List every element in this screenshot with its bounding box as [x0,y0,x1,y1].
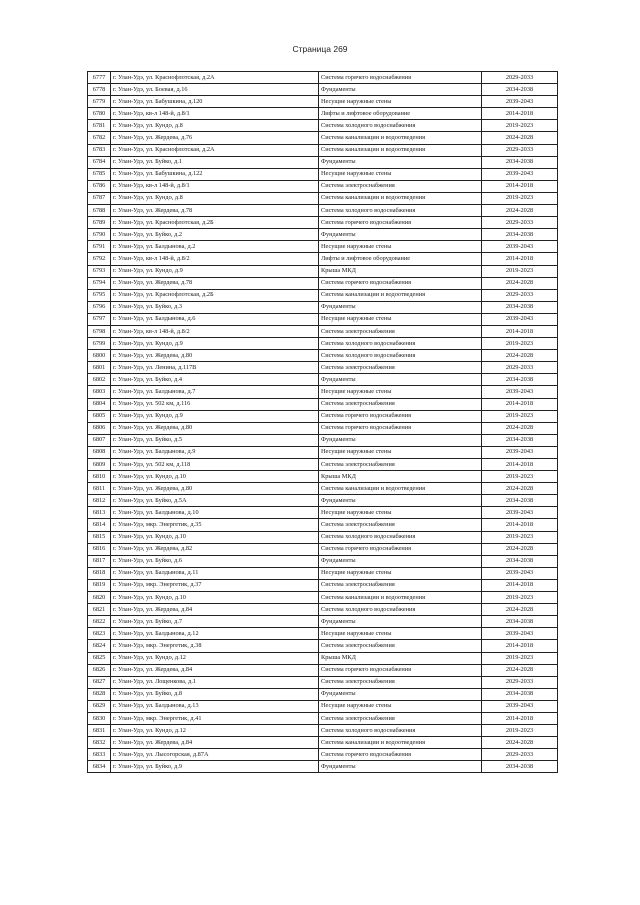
row-system: Система электроснабжения [319,180,482,192]
row-address: г. Улан-Удэ, ул. Балдынова, д.13 [111,700,319,712]
row-system: Система электроснабжения [319,640,482,652]
row-period: 2014-2018 [482,459,558,471]
row-period: 2029-2033 [482,289,558,301]
row-address: г. Улан-Удэ, ул. Кундо, д.10 [111,531,319,543]
table-row [88,313,558,325]
row-number: 6789 [88,217,111,229]
table-row [88,156,558,168]
table-row [88,471,558,483]
row-period: 2029-2033 [482,749,558,761]
row-number: 6798 [88,325,111,337]
row-number: 6815 [88,531,111,543]
row-period: 2024-2028 [482,604,558,616]
row-system: Система электроснабжения [319,325,482,337]
row-number: 6834 [88,761,111,773]
row-address: г. Улан-Удэ, ул. Бабушкина, д.122 [111,168,319,180]
row-address: г. Улан-Удэ, ул. Жердева, д.84 [111,737,319,749]
row-number: 6792 [88,253,111,265]
row-address: г. Улан-Удэ, кв-л 148-й, д.8/2 [111,325,319,337]
row-address: г. Улан-Удэ, мкр. Энергетик, д.41 [111,712,319,724]
row-number: 6805 [88,410,111,422]
row-period: 2014-2018 [482,712,558,724]
row-system: Система электроснабжения [319,712,482,724]
row-number: 6777 [88,72,111,84]
table-row [88,132,558,144]
table-row [88,180,558,192]
row-address: г. Улан-Удэ, ул. Жердева, д.76 [111,132,319,144]
row-number: 6801 [88,362,111,374]
row-address: г. Улан-Удэ, ул. Буйко, д.6 [111,555,319,567]
table-row [88,277,558,289]
row-system: Система холодного водоснабжения [319,120,482,132]
table-row [88,749,558,761]
row-system: Фундаменты [319,374,482,386]
row-address: г. Улан-Удэ, ул. Кундо, д.12 [111,725,319,737]
row-number: 6778 [88,84,111,96]
row-address: г. Улан-Удэ, ул. Кундо, д.12 [111,652,319,664]
row-period: 2039-2043 [482,386,558,398]
row-period: 2039-2043 [482,168,558,180]
table-row [88,84,558,96]
row-system: Несущие наружные стены [319,386,482,398]
row-period: 2029-2033 [482,217,558,229]
table-row [88,579,558,591]
row-period: 2029-2033 [482,72,558,84]
row-system: Система электроснабжения [319,676,482,688]
row-address: г. Улан-Удэ, ул. Буйко, д.3 [111,301,319,313]
row-number: 6824 [88,640,111,652]
row-address: г. Улан-Удэ, ул. Жердева, д.80 [111,483,319,495]
row-period: 2029-2033 [482,144,558,156]
row-address: г. Улан-Удэ, ул. Жердева, д.80 [111,350,319,362]
row-number: 6828 [88,688,111,700]
row-period: 2014-2018 [482,519,558,531]
row-period: 2024-2028 [482,277,558,289]
row-address: г. Улан-Удэ, ул. Буйко, д.4 [111,374,319,386]
row-address: г. Улан-Удэ, ул. Буйко, д.1 [111,156,319,168]
row-address: г. Улан-Удэ, ул. Лощенкова, д.1 [111,676,319,688]
row-system: Система холодного водоснабжения [319,338,482,350]
row-address: г. Улан-Удэ, ул. Балдынова, д.6 [111,313,319,325]
table-row [88,567,558,579]
row-period: 2024-2028 [482,422,558,434]
row-number: 6788 [88,205,111,217]
row-period: 2039-2043 [482,628,558,640]
row-address: г. Улан-Удэ, мкр. Энергетик, д.35 [111,519,319,531]
row-period: 2014-2018 [482,640,558,652]
table-row [88,229,558,241]
row-system: Система горячего водоснабжения [319,422,482,434]
row-number: 6823 [88,628,111,640]
row-address: г. Улан-Удэ, ул. Кундо, д.10 [111,592,319,604]
row-system: Несущие наружные стены [319,628,482,640]
row-number: 6802 [88,374,111,386]
row-number: 6780 [88,108,111,120]
row-system: Несущие наружные стены [319,700,482,712]
row-period: 2034-2038 [482,374,558,386]
row-address: г. Улан-Удэ, ул. Жердева, д.84 [111,664,319,676]
row-address: г. Улан-Удэ, ул. 502 км, д.118 [111,459,319,471]
row-period: 2014-2018 [482,398,558,410]
row-system: Фундаменты [319,229,482,241]
row-period: 2034-2038 [482,229,558,241]
row-address: г. Улан-Удэ, ул. Жердева, д.84 [111,604,319,616]
row-period: 2024-2028 [482,664,558,676]
row-address: г. Улан-Удэ, ул. Кундо, д.9 [111,410,319,422]
row-system: Фундаменты [319,616,482,628]
row-number: 6826 [88,664,111,676]
row-number: 6833 [88,749,111,761]
table-row [88,325,558,337]
row-system: Система горячего водоснабжения [319,72,482,84]
row-number: 6799 [88,338,111,350]
row-system: Система горячего водоснабжения [319,664,482,676]
row-system: Несущие наружные стены [319,446,482,458]
table-row [88,652,558,664]
row-number: 6800 [88,350,111,362]
row-system: Несущие наружные стены [319,313,482,325]
row-address: г. Улан-Удэ, кв-л 148-й, д.8/2 [111,253,319,265]
row-address: г. Улан-Удэ, ул. Кундо, д.9 [111,265,319,277]
row-period: 2019-2023 [482,471,558,483]
table-row [88,398,558,410]
row-period: 2019-2023 [482,192,558,204]
row-system: Система холодного водоснабжения [319,604,482,616]
table-row [88,374,558,386]
row-number: 6790 [88,229,111,241]
row-system: Фундаменты [319,434,482,446]
row-period: 2039-2043 [482,507,558,519]
row-address: г. Улан-Удэ, мкр. Энергетик, д.37 [111,579,319,591]
row-system: Несущие наружные стены [319,241,482,253]
registry-table [87,71,558,773]
row-number: 6825 [88,652,111,664]
row-system: Фундаменты [319,301,482,313]
row-address: г. Улан-Удэ, ул. Буйко, д.2 [111,229,319,241]
table-row [88,676,558,688]
row-number: 6819 [88,579,111,591]
row-address: г. Улан-Удэ, ул. Лысогорская, д.87А [111,749,319,761]
table-row [88,192,558,204]
row-system: Несущие наружные стены [319,96,482,108]
row-system: Система холодного водоснабжения [319,350,482,362]
row-address: г. Улан-Удэ, ул. Жердева, д.80 [111,422,319,434]
row-system: Система канализации и водоотведения [319,132,482,144]
row-system: Система канализации и водоотведения [319,289,482,301]
table-row [88,253,558,265]
row-address: г. Улан-Удэ, ул. Балдынова, д.11 [111,567,319,579]
row-system: Система электроснабжения [319,362,482,374]
table-row [88,217,558,229]
row-address: г. Улан-Удэ, ул. Краснофлотская, д.2А [111,144,319,156]
row-number: 6817 [88,555,111,567]
row-period: 2019-2023 [482,652,558,664]
row-system: Фундаменты [319,761,482,773]
table-row [88,700,558,712]
row-period: 2019-2023 [482,410,558,422]
row-system: Крыша МКД [319,265,482,277]
row-number: 6820 [88,592,111,604]
row-address: г. Улан-Удэ, ул. Буйко, д.5 [111,434,319,446]
row-number: 6785 [88,168,111,180]
row-number: 6779 [88,96,111,108]
row-address: г. Улан-Удэ, ул. Краснофлотская, д.2Б [111,217,319,229]
row-number: 6787 [88,192,111,204]
row-period: 2029-2033 [482,676,558,688]
row-number: 6812 [88,495,111,507]
row-number: 6810 [88,471,111,483]
row-number: 6830 [88,712,111,724]
row-period: 2034-2038 [482,555,558,567]
row-period: 2019-2023 [482,265,558,277]
row-address: г. Улан-Удэ, ул. Кундо, д.9 [111,338,319,350]
row-number: 6781 [88,120,111,132]
table-row [88,410,558,422]
row-period: 2024-2028 [482,737,558,749]
row-system: Система холодного водоснабжения [319,531,482,543]
row-period: 2014-2018 [482,180,558,192]
row-period: 2019-2023 [482,531,558,543]
row-number: 6806 [88,422,111,434]
row-number: 6831 [88,725,111,737]
table-row [88,338,558,350]
row-period: 2019-2023 [482,338,558,350]
row-period: 2034-2038 [482,84,558,96]
row-system: Крыша МКД [319,471,482,483]
row-address: г. Улан-Удэ, ул. Балдынова, д.10 [111,507,319,519]
row-period: 2014-2018 [482,108,558,120]
table-row [88,459,558,471]
table-row [88,144,558,156]
row-period: 2014-2018 [482,579,558,591]
row-system: Система электроснабжения [319,579,482,591]
table-row [88,688,558,700]
table-row [88,555,558,567]
row-period: 2034-2038 [482,761,558,773]
row-system: Лифты и лифтовое оборудование [319,253,482,265]
row-system: Система электроснабжения [319,459,482,471]
table-row [88,616,558,628]
row-number: 6807 [88,434,111,446]
row-number: 6832 [88,737,111,749]
row-number: 6795 [88,289,111,301]
row-number: 6816 [88,543,111,555]
row-address: г. Улан-Удэ, ул. Кундо, д.10 [111,471,319,483]
table-row [88,761,558,773]
row-period: 2034-2038 [482,495,558,507]
row-system: Система горячего водоснабжения [319,749,482,761]
table-row [88,350,558,362]
row-number: 6791 [88,241,111,253]
row-address: г. Улан-Удэ, ул. Буйко, д.7 [111,616,319,628]
table-row [88,628,558,640]
row-system: Система канализации и водоотведения [319,737,482,749]
row-period: 2024-2028 [482,132,558,144]
row-system: Лифты и лифтовое оборудование [319,108,482,120]
row-number: 6784 [88,156,111,168]
table-row [88,519,558,531]
row-address: г. Улан-Удэ, ул. Боевая, д.16 [111,84,319,96]
table-row [88,265,558,277]
row-system: Фундаменты [319,84,482,96]
row-period: 2039-2043 [482,96,558,108]
row-address: г. Улан-Удэ, ул. Буйко, д.8 [111,688,319,700]
table-row [88,446,558,458]
row-system: Система горячего водоснабжения [319,217,482,229]
row-address: г. Улан-Удэ, ул. Буйко, д.5А [111,495,319,507]
row-address: г. Улан-Удэ, ул. 502 км, д.116 [111,398,319,410]
row-number: 6821 [88,604,111,616]
row-number: 6797 [88,313,111,325]
table-row [88,362,558,374]
row-system: Фундаменты [319,156,482,168]
row-address: г. Улан-Удэ, ул. Буйко, д.9 [111,761,319,773]
row-number: 6794 [88,277,111,289]
row-period: 2039-2043 [482,567,558,579]
table-row [88,422,558,434]
row-number: 6809 [88,459,111,471]
row-period: 2019-2023 [482,120,558,132]
row-period: 2034-2038 [482,156,558,168]
table-row [88,712,558,724]
row-address: г. Улан-Удэ, ул. Бабушкина, д.120 [111,96,319,108]
row-number: 6786 [88,180,111,192]
row-number: 6813 [88,507,111,519]
row-period: 2034-2038 [482,301,558,313]
row-system: Система холодного водоснабжения [319,725,482,737]
row-address: г. Улан-Удэ, ул. Жердева, д.78 [111,205,319,217]
table-row [88,592,558,604]
row-address: г. Улан-Удэ, ул. Краснофлотская, д.2А [111,72,319,84]
table-row [88,640,558,652]
table-row [88,507,558,519]
row-period: 2014-2018 [482,253,558,265]
row-number: 6818 [88,567,111,579]
row-address: г. Улан-Удэ, ул. Ленина, д.117В [111,362,319,374]
row-number: 6827 [88,676,111,688]
table-row [88,543,558,555]
row-period: 2019-2023 [482,592,558,604]
row-number: 6822 [88,616,111,628]
row-system: Система горячего водоснабжения [319,543,482,555]
row-period: 2039-2043 [482,241,558,253]
row-number: 6808 [88,446,111,458]
row-period: 2034-2038 [482,616,558,628]
row-address: г. Улан-Удэ, ул. Балдынова, д.9 [111,446,319,458]
row-period: 2024-2028 [482,483,558,495]
row-system: Система канализации и водоотведения [319,483,482,495]
table-row [88,483,558,495]
row-period: 2019-2023 [482,725,558,737]
table-row [88,108,558,120]
row-address: г. Улан-Удэ, кв-л 148-й, д.8/1 [111,180,319,192]
row-system: Система электроснабжения [319,398,482,410]
table-row [88,386,558,398]
row-number: 6796 [88,301,111,313]
page-header: Страница 269 [292,44,348,54]
row-system: Крыша МКД [319,652,482,664]
row-number: 6782 [88,132,111,144]
table-row [88,495,558,507]
row-number: 6811 [88,483,111,495]
row-system: Система холодного водоснабжения [319,205,482,217]
row-system: Система горячего водоснабжения [319,410,482,422]
row-address: г. Улан-Удэ, ул. Балдынова, д.7 [111,386,319,398]
row-period: 2039-2043 [482,700,558,712]
row-period: 2024-2028 [482,543,558,555]
row-number: 6793 [88,265,111,277]
table-row [88,96,558,108]
row-number: 6829 [88,700,111,712]
row-system: Фундаменты [319,688,482,700]
row-system: Несущие наружные стены [319,567,482,579]
row-period: 2039-2043 [482,446,558,458]
row-address: г. Улан-Удэ, ул. Краснофлотская, д.2Б [111,289,319,301]
row-period: 2024-2028 [482,205,558,217]
table-row [88,241,558,253]
table-row [88,205,558,217]
table-row [88,120,558,132]
table-row [88,168,558,180]
table-row [88,434,558,446]
row-number: 6783 [88,144,111,156]
row-address: г. Улан-Удэ, ул. Балдынова, д.2 [111,241,319,253]
table-row [88,664,558,676]
table-row [88,725,558,737]
row-system: Фундаменты [319,495,482,507]
row-system: Система электроснабжения [319,519,482,531]
row-address: г. Улан-Удэ, ул. Кундо, д.8 [111,120,319,132]
row-address: г. Улан-Удэ, кв-л 148-й, д.8/1 [111,108,319,120]
row-period: 2039-2043 [482,313,558,325]
row-system: Система канализации и водоотведения [319,192,482,204]
row-period: 2034-2038 [482,434,558,446]
row-system: Фундаменты [319,555,482,567]
row-system: Несущие наружные стены [319,507,482,519]
registry-table-body [88,72,558,773]
row-number: 6814 [88,519,111,531]
table-row [88,72,558,84]
row-address: г. Улан-Удэ, мкр. Энергетик, д.38 [111,640,319,652]
table-row [88,289,558,301]
row-number: 6803 [88,386,111,398]
row-address: г. Улан-Удэ, ул. Жердева, д.78 [111,277,319,289]
row-period: 2029-2033 [482,362,558,374]
row-period: 2014-2018 [482,325,558,337]
table-row [88,604,558,616]
row-period: 2024-2028 [482,350,558,362]
table-row [88,531,558,543]
row-address: г. Улан-Удэ, ул. Балдынова, д.12 [111,628,319,640]
row-number: 6804 [88,398,111,410]
row-system: Система канализации и водоотведения [319,144,482,156]
table-row [88,301,558,313]
row-address: г. Улан-Удэ, ул. Жердева, д.82 [111,543,319,555]
row-system: Система горячего водоснабжения [319,277,482,289]
table-row [88,737,558,749]
row-address: г. Улан-Удэ, ул. Кундо, д.8 [111,192,319,204]
row-system: Несущие наружные стены [319,168,482,180]
row-period: 2034-2038 [482,688,558,700]
row-system: Система канализации и водоотведения [319,592,482,604]
